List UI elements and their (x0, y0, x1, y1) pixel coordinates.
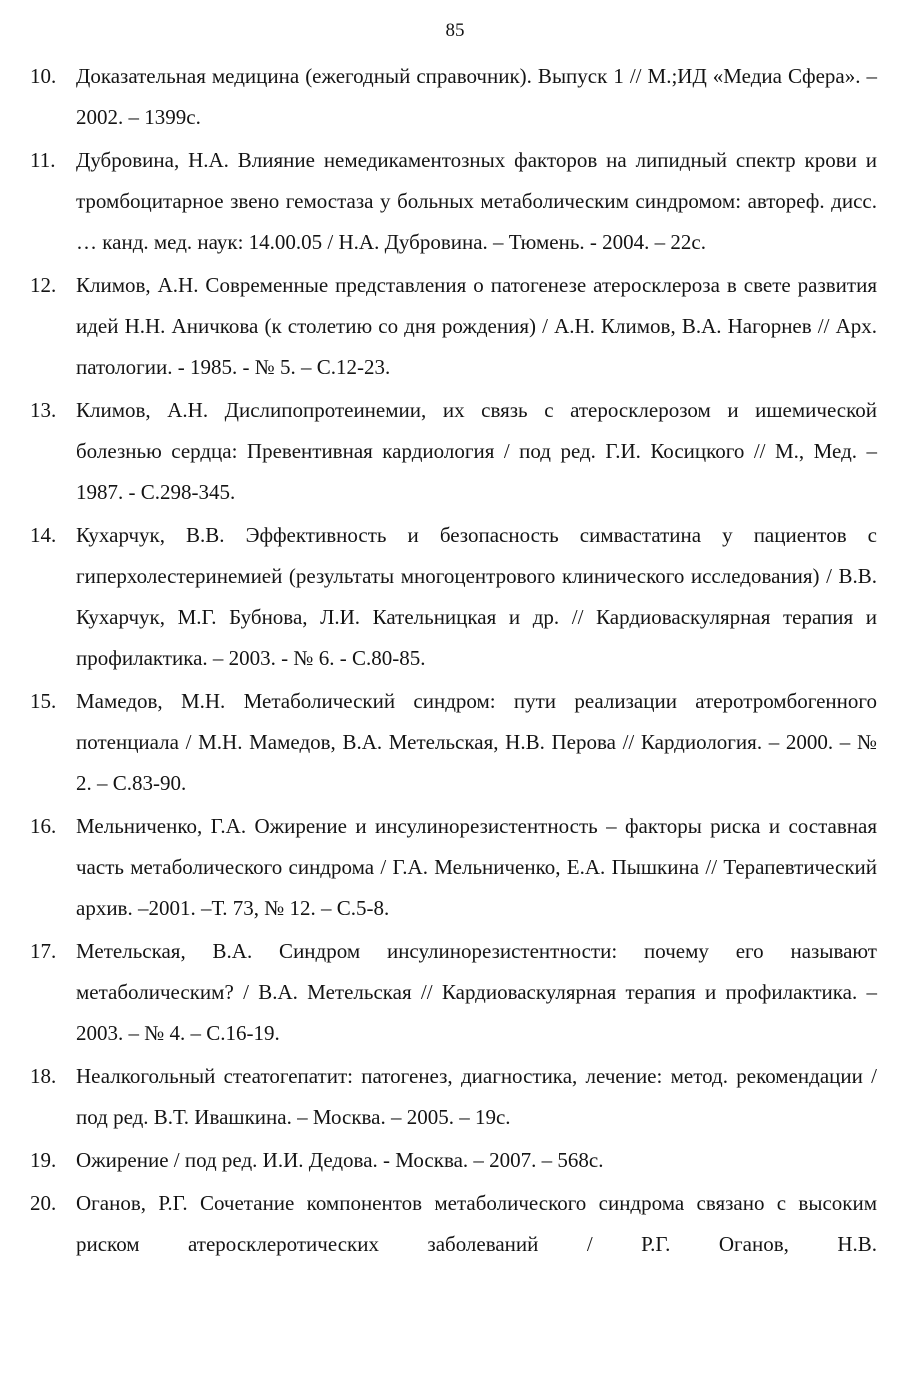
reference-number: 15. (30, 689, 57, 713)
reference-text: Кухарчук, В.В. Эффективность и безопасность симвастатина у пациентов с гиперхолестеринемией (результаты многоцентрового клинического исследования) / В.В. Кухарчук, М.Г. Бубнова, Л.И. Кательницкая и др. // Кардиоваскулярная терапия и профилактика. – 2003. - № 6. - С.80-85. (76, 523, 877, 670)
reference-number: 13. (30, 398, 57, 422)
reference-number: 17. (30, 939, 57, 963)
reference-text: Климов, А.Н. Дислипопротеинемии, их связь с атеросклерозом и ишемической болезнью сердца: Превентивная кардиология / под ред. Г.И. Косицкого // М., Мед. – 1987. - С.298-345. (76, 398, 877, 504)
reference-text: Климов, А.Н. Современные представления о патогенезе атеросклероза в свете развития идей Н.Н. Аничкова (к столетию со дня рождения) / А.Н. Климов, В.А. Нагорнев // Арх. патологии. - 1985. - № 5. – С.12-23. (76, 273, 877, 379)
reference-item (0, 1183, 910, 1265)
reference-item (0, 515, 910, 679)
reference-text: Ожирение / под ред. И.И. Дедова. - Москва. – 2007. – 568с. (76, 1148, 604, 1172)
reference-item (0, 1140, 910, 1181)
reference-item (0, 931, 910, 1054)
reference-number: 11. (30, 148, 56, 172)
reference-number: 12. (30, 273, 57, 297)
reference-text: Дубровина, Н.А. Влияние немедикаментозных факторов на липидный спектр крови и тромбоцитарное звено гемостаза у больных метаболическим синдромом: автореф. дисс. … канд. мед. наук: 14.00.05 / Н.А. Дубровина. – Тюмень. - 2004. – 22с. (76, 148, 877, 254)
reference-item (0, 1056, 910, 1138)
reference-item (0, 140, 910, 263)
reference-number: 19. (30, 1148, 57, 1172)
reference-text: Оганов, Р.Г. Сочетание компонентов метаболического синдрома связано с высоким риском атеросклеротических заболеваний / Р.Г. Оганов, Н.В. (76, 1191, 877, 1256)
reference-number: 20. (30, 1191, 57, 1215)
reference-item (0, 681, 910, 804)
reference-text: Метельская, В.А. Синдром инсулинорезистентности: почему его называют метаболическим? / В.А. Метельская // Кардиоваскулярная терапия и профилактика. –2003. – № 4. – С.16-19. (76, 939, 877, 1045)
reference-text: Мамедов, М.Н. Метаболический синдром: пути реализации атеротромбогенного потенциала / М.Н. Мамедов, В.А. Метельская, Н.В. Перова // Кардиология. – 2000. – № 2. – С.83-90. (76, 689, 877, 795)
reference-number: 14. (30, 523, 57, 547)
reference-number: 10. (30, 64, 57, 88)
page-number: 85 (445, 20, 465, 41)
reference-item (0, 56, 910, 138)
reference-item (0, 806, 910, 929)
reference-number: 18. (30, 1064, 57, 1088)
reference-item (0, 390, 910, 513)
reference-text: Мельниченко, Г.А. Ожирение и инсулинорезистентность – факторы риска и составная часть метаболического синдрома / Г.А. Мельниченко, Е.А. Пышкина // Терапевтический архив. –2001. –Т. 73, № 12. – С.5-8. (76, 814, 877, 920)
reference-number: 16. (30, 814, 57, 838)
reference-list (0, 56, 910, 1265)
reference-text: Неалкогольный стеатогепатит: патогенез, диагностика, лечение: метод. рекомендации / под ред. В.Т. Ивашкина. – Москва. – 2005. – 19с. (76, 1064, 877, 1129)
reference-item (0, 265, 910, 388)
reference-text: Доказательная медицина (ежегодный справочник). Выпуск 1 // М.;ИД «Медиа Сфера». – 2002. – 1399с. (76, 64, 877, 129)
